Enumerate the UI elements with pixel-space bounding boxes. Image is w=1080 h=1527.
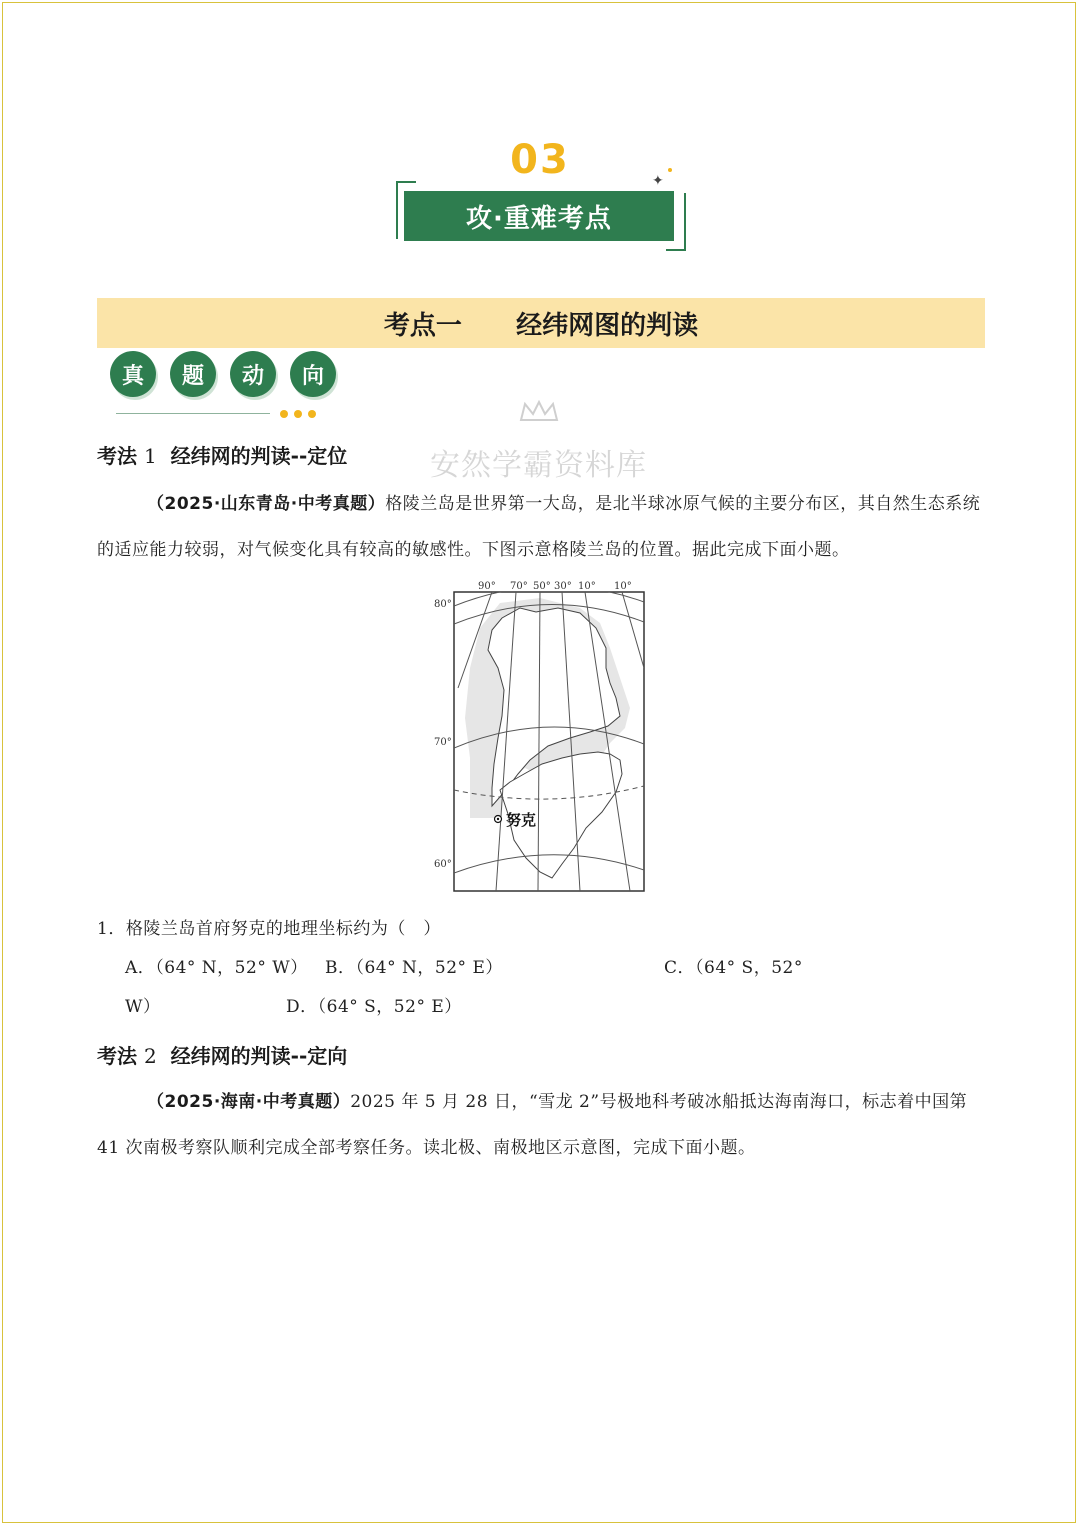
passage [97, 481, 985, 573]
sparkle-dot-icon [668, 168, 672, 172]
watermark-text: 安然学霸资料库 [430, 448, 647, 483]
source-tag: （2025·山东青岛·中考真题） [147, 494, 386, 514]
place-label: 努克 [506, 811, 537, 829]
method-heading [97, 440, 347, 469]
lon-label: 70° [510, 581, 528, 592]
lat-label: 80° [434, 599, 452, 610]
source-tag: （2025·海南·中考真题） [147, 1092, 351, 1112]
sparkle-icon: ✦ [652, 173, 664, 189]
method-prefix: 考法 [97, 1044, 137, 1068]
passage [97, 1079, 985, 1171]
lon-label: 90° [478, 581, 496, 592]
method-title: 经纬网的判读--定向 [170, 1044, 348, 1068]
option-d: D．（64° S，52° E） [286, 997, 462, 1017]
lat-label: 60° [434, 859, 452, 870]
greenland-map [430, 578, 650, 896]
option-b: B．（64° N，52° E） [325, 958, 503, 978]
question-stem: 1．格陵兰岛首府努克的地理坐标约为（ ） [97, 919, 441, 939]
tag-row [110, 351, 336, 397]
topic-heading [97, 298, 985, 348]
lon-label: 50° [533, 581, 551, 592]
option-a: A．（64° N，52° W） [125, 958, 308, 978]
lon-label: 10° [614, 581, 632, 592]
option-c: C．（64° S，52° [664, 958, 803, 978]
passage-text: 2025 年 5 月 28 日，“雪龙 2”号极地科考破冰船抵达海南海口，标志着中国第 41 次南极考察队顺利完成全部考察任务。读北极、南极地区示意图，完成下面小题。 [97, 1092, 968, 1158]
tag-badge: 真 [110, 351, 156, 397]
method-heading [97, 1040, 347, 1069]
divider [116, 413, 270, 414]
lat-label: 70° [434, 737, 452, 748]
tag-badge: 题 [170, 351, 216, 397]
option-c-cont: W） [125, 997, 161, 1017]
tag-badge: 动 [230, 351, 276, 397]
dots-icon [280, 410, 316, 418]
method-number: 1 [143, 444, 157, 468]
passage-text: 格陵兰岛是世界第一大岛，是北半球冰原气候的主要分布区，其自然生态系统的适应能力较弱，对气候变化具有较高的敏感性。下图示意格陵兰岛的位置。据此完成下面小题。 [97, 494, 981, 560]
lon-label: 30° [554, 581, 572, 592]
section-number: 03 [510, 137, 570, 183]
lon-label: 10° [578, 581, 596, 592]
method-title: 经纬网的判读--定位 [170, 444, 348, 468]
method-number: 2 [143, 1044, 157, 1068]
topic-label: 考点一 [383, 310, 462, 341]
tag-badge: 向 [290, 351, 336, 397]
method-prefix: 考法 [97, 444, 137, 468]
crown-watermark-icon [519, 400, 559, 422]
topic-title: 经纬网图的判读 [516, 310, 699, 341]
section-banner [396, 181, 686, 251]
topic-gap [462, 308, 516, 338]
section-title: 攻·重难考点 [404, 191, 674, 241]
